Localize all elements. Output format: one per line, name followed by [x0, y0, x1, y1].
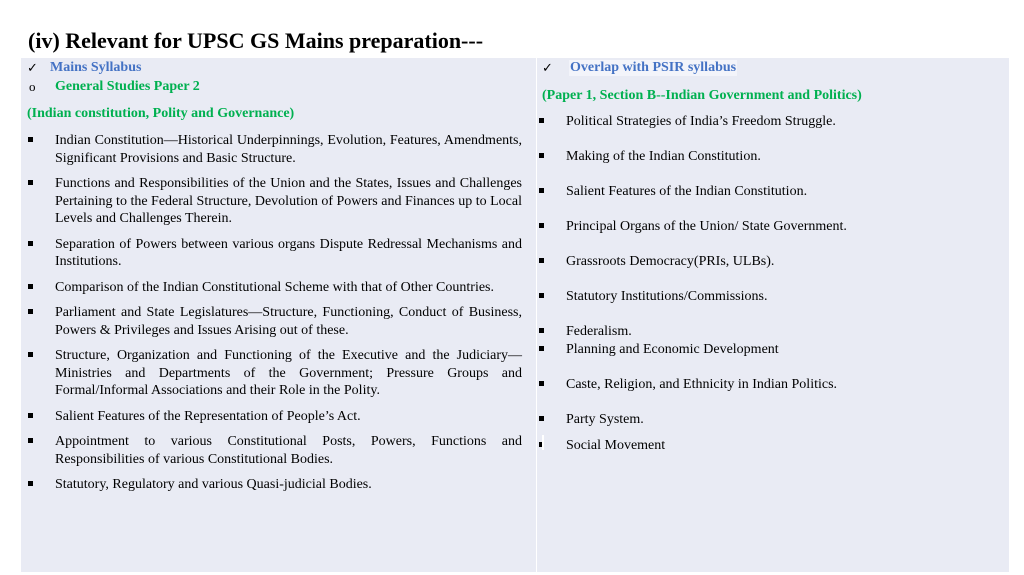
list-item [566, 113, 996, 131]
square-bullet-icon [28, 413, 33, 418]
square-bullet-icon [539, 346, 544, 351]
square-bullet-icon [539, 258, 544, 263]
list-item [55, 347, 522, 400]
psir-topic-list [566, 113, 996, 454]
list-item [55, 175, 522, 228]
syllabus-table [21, 58, 1009, 572]
list-item [566, 411, 996, 429]
list-item-text: Parliament and State Legislatures—Structure, Functioning, Conduct of Business, Powers & Privileges and Issues Arising out of these. [55, 305, 522, 338]
square-bullet-icon [539, 293, 544, 298]
square-bullet-icon [539, 188, 544, 193]
list-item [55, 433, 522, 468]
list-item-text: Principal Organs of the Union/ State Government. [566, 219, 847, 234]
square-bullet-icon [539, 118, 544, 123]
polity-section-label: (Indian constitution, Polity and Governance) [27, 106, 295, 121]
square-bullet-icon [539, 328, 544, 333]
square-bullet-icon [28, 481, 33, 486]
list-item-text: Party System. [566, 411, 644, 427]
list-item [566, 148, 996, 166]
list-item [566, 218, 996, 236]
square-bullet-icon [28, 137, 33, 142]
list-item [566, 437, 996, 455]
square-bullet-icon [28, 309, 33, 314]
list-item-text: Social Movement [566, 437, 666, 453]
checkmark-icon: ✓ [542, 60, 553, 75]
list-item [55, 236, 522, 271]
gs-paper-label: General Studies Paper 2 [55, 79, 200, 94]
psir-section-label: (Paper 1, Section B--Indian Government and Politics) [542, 88, 862, 103]
list-item-text: Planning and Economic Development [566, 341, 779, 357]
square-bullet-icon [28, 352, 33, 357]
list-item-text: Political Strategies of India’s Freedom Struggle. [566, 114, 836, 129]
list-item [566, 323, 996, 341]
list-item-text: Salient Features of the Indian Constitution. [566, 184, 808, 199]
list-item-text: Caste, Religion, and Ethnicity in Indian Politics. [566, 376, 838, 392]
psir-overlap-column [537, 58, 1009, 572]
list-item-text: Comparison of the Indian Constitutional Scheme with that of Other Countries. [55, 279, 494, 295]
list-item [55, 408, 522, 426]
gs-paper-heading [29, 79, 200, 95]
page-title: (iv) Relevant for UPSC GS Mains preparation--- [28, 28, 484, 53]
list-item-text: Indian Constitution—Historical Underpinnings, Evolution, Features, Amendments, Significant Provisions and Basic Structure. [55, 133, 522, 166]
list-item [55, 132, 522, 167]
psir-overlap-label: Overlap with PSIR syllabus [570, 60, 737, 75]
square-bullet-icon [539, 416, 544, 421]
mains-syllabus-column [21, 58, 537, 572]
list-item-text: Statutory, Regulatory and various Quasi-judicial Bodies. [55, 477, 372, 492]
text-cursor [542, 435, 544, 450]
psir-overlap-heading [542, 60, 737, 76]
list-item [566, 376, 996, 394]
square-bullet-icon [28, 438, 33, 443]
list-item-text: Separation of Powers between various organs Dispute Redressal Mechanisms and Institutions. [55, 236, 522, 269]
circle-bullet-icon: o [29, 79, 36, 94]
list-item-text: Making of the Indian Constitution. [566, 149, 761, 164]
list-item [55, 279, 522, 297]
list-item-text: Salient Features of the Representation of People’s Act. [55, 408, 361, 424]
list-item-text: Federalism. [566, 324, 632, 339]
square-bullet-icon [28, 284, 33, 289]
square-bullet-icon [539, 153, 544, 158]
list-item [55, 476, 522, 494]
list-item [566, 183, 996, 201]
list-item-text: Appointment to various Constitutional Posts, Powers, Functions and Responsibilities of various Constitutional Bodies. [55, 434, 522, 467]
square-bullet-icon [539, 381, 544, 386]
list-item-text: Structure, Organization and Functioning of the Executive and the Judiciary—Ministries and Departments of the Government; Pressure Groups and Formal/Informal Associations and their Role in the Polity. [55, 348, 522, 398]
mains-syllabus-heading [27, 60, 141, 76]
square-bullet-icon [28, 180, 33, 185]
mains-syllabus-label: Mains Syllabus [50, 60, 142, 75]
checkmark-icon: ✓ [27, 60, 38, 75]
list-item [566, 288, 996, 306]
square-bullet-icon [28, 241, 33, 246]
list-item [566, 253, 996, 271]
gs2-topic-list [55, 132, 522, 502]
list-item [566, 341, 996, 359]
list-item-text: Grassroots Democracy(PRIs, ULBs). [566, 254, 775, 269]
list-item-text: Statutory Institutions/Commissions. [566, 289, 768, 304]
list-item-text: Functions and Responsibilities of the Union and the States, Issues and Challenges Pertaining to the Federal Structure, Devolution of Powers and Finances up to Local Levels and Challenges Therein. [55, 176, 522, 226]
square-bullet-icon [539, 223, 544, 228]
list-item [55, 304, 522, 339]
